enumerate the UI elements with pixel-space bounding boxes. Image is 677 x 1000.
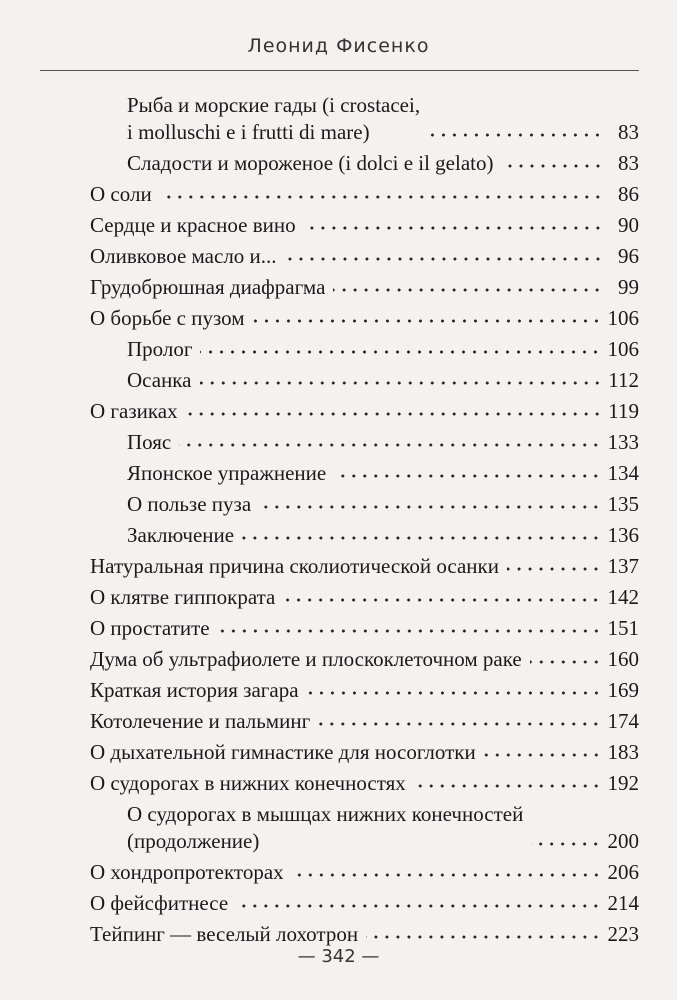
- toc-entry-title-line: i molluschi e i frutti di mare): [127, 120, 370, 144]
- toc-entry-title: [90, 677, 299, 704]
- toc-entry-title: [127, 460, 326, 487]
- toc-entry: [90, 181, 639, 208]
- toc-entry-title-line: Осанка: [127, 368, 192, 392]
- toc-entry-title: [90, 181, 152, 208]
- toc-entry-title: [127, 491, 251, 518]
- toc-entry-title-line: Грудобрюшная диафрагма: [90, 275, 326, 299]
- toc-entry-page: 160: [607, 647, 639, 671]
- toc-entry: [90, 615, 639, 642]
- toc-entry-title: [90, 890, 228, 917]
- toc-entry-page: 136: [607, 523, 639, 547]
- toc-entry: [90, 770, 639, 797]
- toc-entry-title-line: Котолечение и пальминг: [90, 709, 311, 733]
- toc-entry-title-line: Натуральная причина сколиотической осанки: [90, 554, 499, 578]
- toc-entry-title-line: Рыба и морские гады (i crostacei,: [127, 93, 421, 117]
- toc-entry-title: [90, 921, 358, 948]
- toc-entry: [90, 150, 639, 177]
- toc-entry-title: [90, 305, 245, 332]
- toc-entry-title: [90, 708, 310, 735]
- dot-leader: [334, 471, 601, 481]
- toc-entry-title: [90, 859, 284, 886]
- toc-entry-page: 106: [607, 337, 639, 361]
- dot-leader: [200, 347, 601, 357]
- toc-entry: [90, 584, 639, 611]
- dot-leader: [366, 932, 601, 942]
- toc-entry-page: 83: [618, 120, 639, 144]
- toc-entry-title: [90, 584, 275, 611]
- toc-entry-title-line: О газиках: [90, 399, 178, 423]
- toc-entry-title: [127, 801, 523, 855]
- toc-entry: [90, 429, 639, 456]
- toc-entry: [90, 890, 639, 917]
- toc-entry-title: [127, 150, 494, 177]
- toc-entry-page: 183: [607, 740, 639, 764]
- toc-entry-page: 119: [608, 399, 639, 423]
- toc-entry-page: 86: [618, 182, 639, 206]
- toc-entry-title-line: Пролог: [127, 337, 193, 361]
- toc-entry-title-line: Сладости и мороженое (i dolci e il gelato): [127, 151, 494, 175]
- toc-entry-title: [127, 367, 192, 394]
- toc-entry-title-line: О судорогах в мышцах нижних конечностей: [127, 802, 524, 826]
- toc-entry-title-line: О фейсфитнесе: [90, 891, 229, 915]
- running-header: Леонид Фисенко: [247, 35, 430, 57]
- toc-entry: [90, 491, 639, 518]
- dot-leader: [186, 409, 603, 419]
- toc-entry-title: [90, 398, 178, 425]
- toc-entry-title-line: Краткая история загара: [90, 678, 299, 702]
- toc-entry: [90, 212, 639, 239]
- toc-entry-page: 112: [608, 368, 639, 392]
- toc-entry-page: 134: [607, 461, 639, 485]
- toc-entry: [90, 460, 639, 487]
- header-rule: [40, 70, 639, 71]
- toc-entry-page: 83: [618, 151, 639, 175]
- toc-entry-title: [127, 522, 234, 549]
- toc-entry: [90, 367, 639, 394]
- toc-entry: [90, 921, 639, 948]
- toc-entry-page: 96: [618, 244, 639, 268]
- toc-entry-title-line: Оливковое масло и...: [90, 244, 277, 268]
- dot-leader: [259, 502, 601, 512]
- toc-entry-title: [90, 243, 277, 270]
- toc-entry: [90, 677, 639, 704]
- dot-leader: [283, 595, 601, 605]
- dot-leader: [484, 750, 602, 760]
- dot-leader: [307, 688, 602, 698]
- toc-entry-title: [90, 646, 522, 673]
- toc-entry-title-line: Пояс: [127, 430, 172, 454]
- toc-entry-title-line: О клятве гиппократа: [90, 585, 276, 609]
- toc-entry-title-line: О борьбе с пузом: [90, 306, 245, 330]
- toc-entry: [90, 243, 639, 270]
- toc-entry-page: 90: [618, 213, 639, 237]
- toc-entry-title-line: О соли: [90, 182, 152, 206]
- toc-entry-title-line: О простатите: [90, 616, 210, 640]
- dot-leader: [179, 440, 601, 450]
- toc-entry-title: [90, 739, 476, 766]
- toc-entry-page: 214: [607, 891, 639, 915]
- dot-leader: [218, 626, 602, 636]
- dot-leader: [285, 254, 603, 264]
- dot-leader: [414, 781, 602, 791]
- dot-leader: [253, 316, 602, 326]
- toc-entry-title-line: Японское упражнение: [127, 461, 327, 485]
- toc-entry-title-line: Тейпинг — веселый лохотрон: [90, 922, 359, 946]
- toc-entry-page: 223: [607, 922, 639, 946]
- dot-leader: [428, 130, 603, 140]
- toc-entry-title: [90, 212, 296, 239]
- toc-entry-page: 99: [618, 275, 639, 299]
- toc-entry-title-line: О дыхательной гимнастике для носоглотки: [90, 740, 476, 764]
- toc-entry-page: 135: [607, 492, 639, 516]
- toc-entry-page: 151: [607, 616, 639, 640]
- dot-leader: [502, 161, 604, 171]
- dot-leader: [304, 223, 603, 233]
- dot-leader: [242, 533, 601, 543]
- toc-entry-page: 137: [607, 554, 639, 578]
- toc-entry-title: [127, 336, 192, 363]
- toc-entry-title-line: О пользе пуза: [127, 492, 252, 516]
- toc-entry-title: [90, 615, 210, 642]
- toc-entry-title: [90, 274, 325, 301]
- toc-entry-title-line: О судорогах в нижних конечностях: [90, 771, 406, 795]
- toc-entry-title-line: Заключение: [127, 523, 235, 547]
- toc-entry-page: 200: [607, 829, 639, 853]
- toc-entry-page: 174: [607, 709, 639, 733]
- dot-leader: [507, 564, 602, 574]
- toc-entry-title: [90, 553, 499, 580]
- dot-leader: [160, 192, 603, 202]
- toc-entry-title-line: Сердце и красное вино: [90, 213, 296, 237]
- toc-entry-page: 206: [607, 860, 639, 884]
- dot-leader: [200, 378, 603, 388]
- dot-leader: [236, 901, 601, 911]
- toc-entry: [90, 398, 639, 425]
- toc-entry-title-line: Дума об ультрафиолете и плоскоклеточном раке: [90, 647, 522, 671]
- dot-leader: [292, 870, 602, 880]
- toc-entry: [90, 92, 639, 146]
- toc-entry: [90, 859, 639, 886]
- toc-entry: [90, 522, 639, 549]
- toc-entry-page: 192: [607, 771, 639, 795]
- toc-entry: [90, 336, 639, 363]
- toc-entry-title-line: (продолжение): [127, 829, 260, 853]
- toc-entry-page: 106: [607, 306, 639, 330]
- dot-leader: [531, 839, 601, 849]
- toc-entry-title: [90, 770, 406, 797]
- toc-entry: [90, 708, 639, 735]
- toc-entry-page: 142: [607, 585, 639, 609]
- dot-leader: [530, 657, 602, 667]
- page-number: — 342 —: [297, 946, 380, 967]
- toc-entry: [90, 739, 639, 766]
- toc-entry-title: [127, 92, 420, 146]
- toc-entry: [90, 646, 639, 673]
- dot-leader: [318, 719, 601, 729]
- toc-entry: [90, 305, 639, 332]
- toc-entry: [90, 274, 639, 301]
- toc-entry: [90, 553, 639, 580]
- table-of-contents: [90, 92, 639, 952]
- toc-entry-title-line: О хондропротекторах: [90, 860, 284, 884]
- toc-entry-page: 133: [607, 430, 639, 454]
- dot-leader: [333, 285, 603, 295]
- toc-entry-title: [127, 429, 171, 456]
- toc-entry-page: 169: [607, 678, 639, 702]
- toc-entry: [90, 801, 639, 855]
